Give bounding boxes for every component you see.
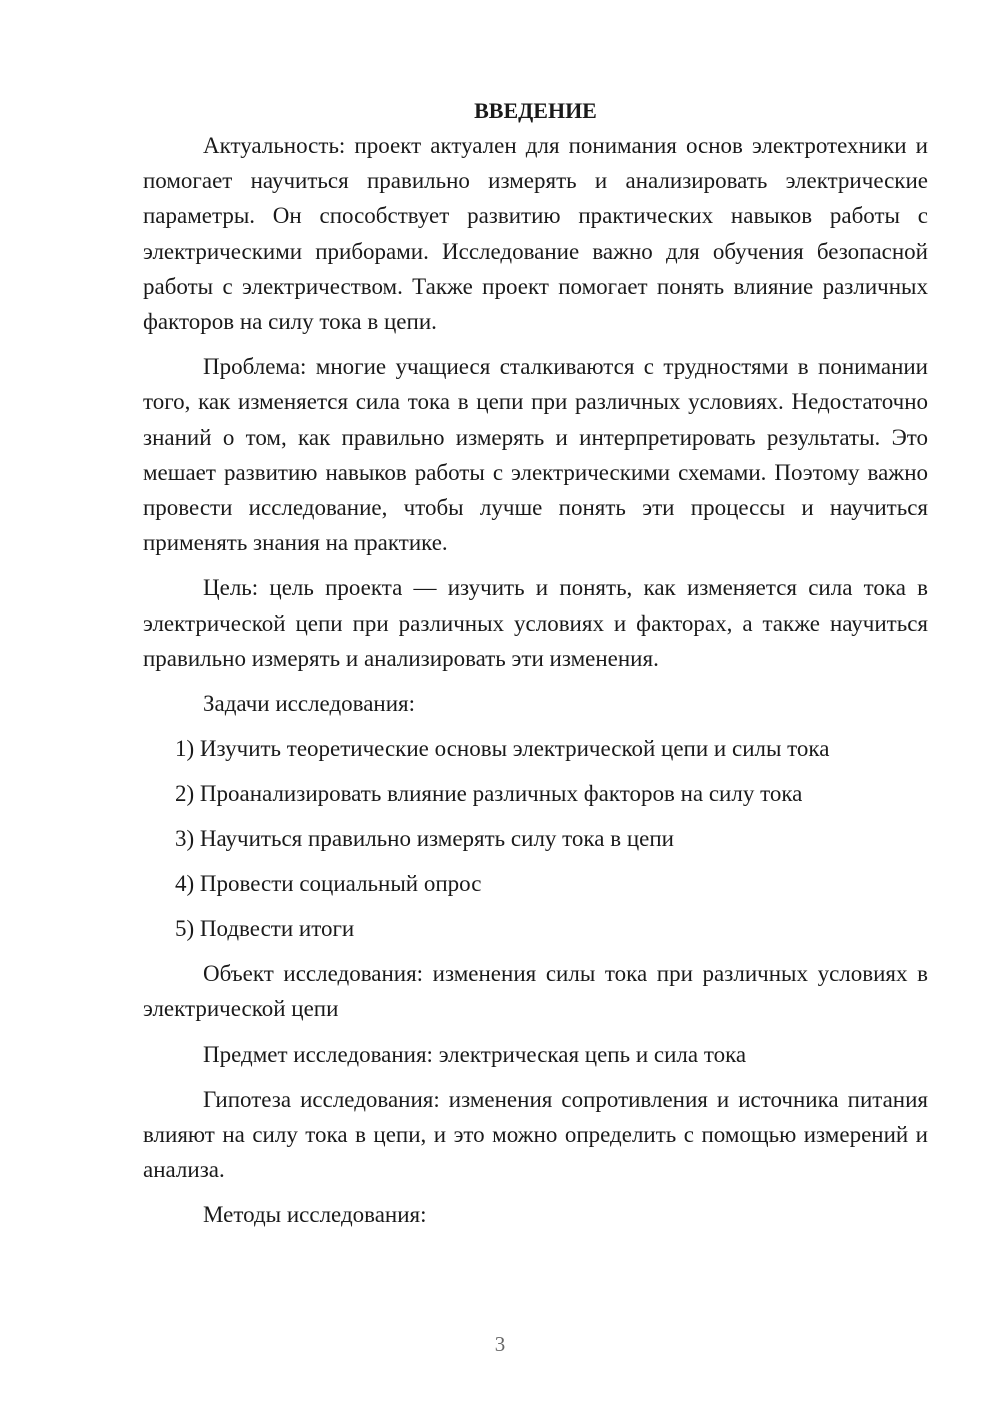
relevance-paragraph: Актуальность: проект актуален для понимания основ электротехники и помогает научиться правильно измерять и анализировать электрические параметры. Он способствует развитию практических навыков работы с электрическими приборами. Исследование важно для обучения безопасной работы с электричеством. Также проект помогает понять влияние различных факторов на силу тока в цепи. [143, 133, 928, 335]
tasks-heading: Задачи исследования: [203, 691, 416, 717]
tasks-list [143, 731, 928, 946]
list-item: 5) Подвести итоги [175, 916, 355, 942]
list-item: 2) Проанализировать влияние различных факторов на силу тока [175, 781, 803, 807]
section-heading: ВВЕДЕНИЕ [474, 98, 597, 123]
goal-paragraph: Цель: цель проекта — изучить и понять, как изменяется сила тока в электрической цепи при различных условиях и факторах, а также научиться правильно измерять и анализировать эти изменения. [143, 575, 928, 671]
page-number: 3 [494, 1332, 506, 1356]
list-item: 4) Провести социальный опрос [175, 871, 482, 897]
page-content [143, 93, 928, 1233]
hypothesis-paragraph: Гипотеза исследования: изменения сопротивления и источника питания влияют на силу тока в цепи, и это можно определить с помощью измерений и анализа. [143, 1086, 928, 1183]
problem-paragraph: Проблема: многие учащиеся сталкиваются с трудностями в понимании того, как изменяется сила тока в цепи при различных условиях. Недостаточно знаний о том, как правильно измерять и интерпретировать результаты. Это мешает развитию навыков работы с электрическими схемами. Поэтому важно провести исследование, чтобы лучше понять эти процессы и научиться применять знания на практике. [143, 354, 928, 556]
subject-paragraph: Предмет исследования: электрическая цепь и сила тока [203, 1041, 747, 1067]
methods-heading: Методы исследования: [203, 1202, 427, 1228]
list-item: 3) Научиться правильно измерять силу тока в цепи [175, 826, 674, 852]
list-item: 1) Изучить теоретические основы электрической цепи и силы тока [175, 736, 830, 762]
object-paragraph: Объект исследования: изменения силы тока при различных условиях в электрической цепи [143, 961, 928, 1022]
